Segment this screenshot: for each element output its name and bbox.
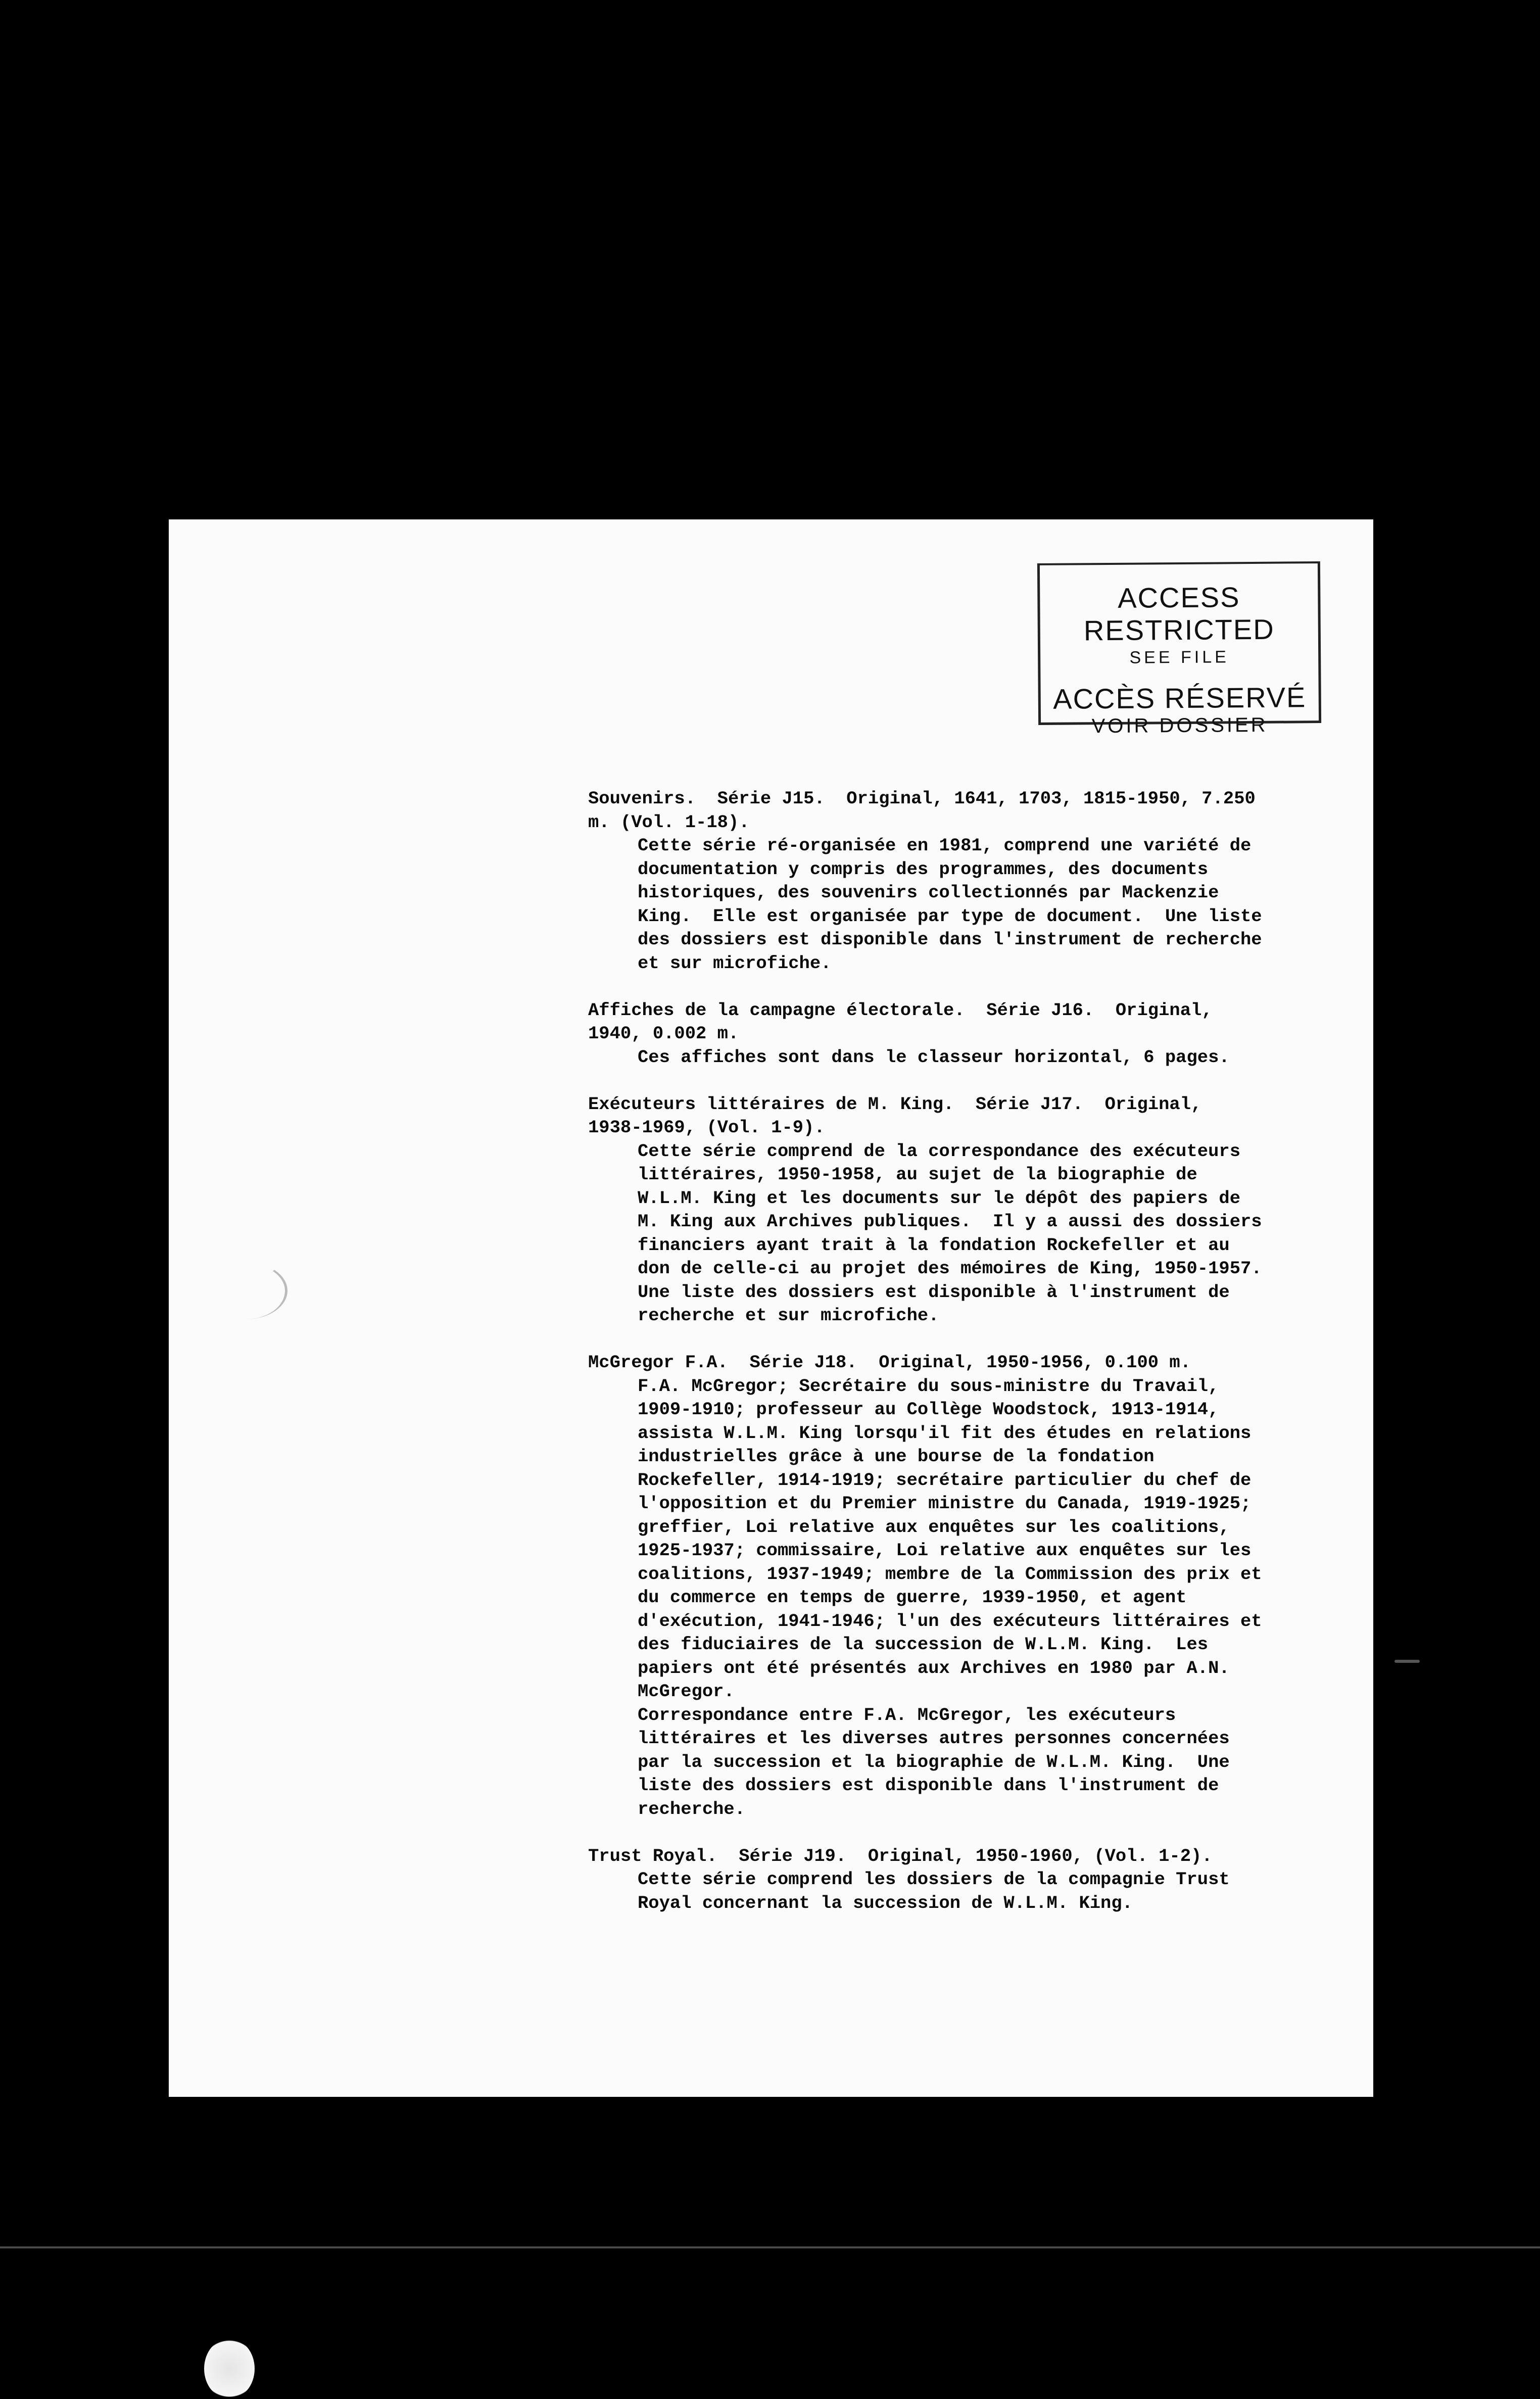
entry-heading-line: Souvenirs. Série J15. Original, 1641, 1703, 1815-1950, 7.250 xyxy=(588,788,1256,809)
series-entry xyxy=(588,1845,1376,1915)
entry-description-line: Cette série comprend de la correspondance des exécuteurs xyxy=(638,1140,1240,1162)
entry-description-line: et sur microfiche. xyxy=(638,952,832,974)
entry-description-line: assista W.L.M. King lorsqu'il fit des études en relations xyxy=(638,1422,1252,1444)
entry-description-line: greffier, Loi relative aux enquêtes sur les coalitions, xyxy=(638,1516,1230,1538)
stamp-line-2: SEE FILE xyxy=(1129,647,1229,667)
entry-description-line: McGregor. xyxy=(638,1681,735,1702)
entry-description-line: recherche. xyxy=(638,1798,746,1819)
entry-description-line: du commerce en temps de guerre, 1939-1950, et agent xyxy=(638,1587,1187,1608)
entry-description-line: financiers ayant trait à la fondation Rockefeller et au xyxy=(638,1234,1230,1256)
document-page xyxy=(169,519,1373,2097)
entry-description-line: littéraires, 1950-1958, au sujet de la biographie de xyxy=(638,1164,1197,1185)
entry-heading-line: Exécuteurs littéraires de M. King. Série J17. Original, xyxy=(588,1093,1202,1115)
entry-heading-line: Affiches de la campagne électorale. Série J16. Original, xyxy=(588,999,1213,1021)
entry-description-line: F.A. McGregor; Secrétaire du sous-ministre du Travail, xyxy=(638,1375,1219,1397)
entry-description-line: Cette série comprend les dossiers de la compagnie Trust xyxy=(638,1869,1230,1890)
stamp-line-3: ACCÈS RÉSERVÉ xyxy=(1052,681,1307,715)
entry-description-line: M. King aux Archives publiques. Il y a aussi des dossiers xyxy=(638,1211,1262,1232)
series-entry xyxy=(588,1351,1376,1821)
entry-description-line: des dossiers est disponible dans l'instrument de recherche xyxy=(638,929,1262,950)
entry-heading-line: 1940, 0.002 m. xyxy=(588,1023,739,1044)
entry-description-line: littéraires et les diverses autres personnes concernées xyxy=(638,1728,1230,1749)
series-entry xyxy=(588,999,1376,1070)
page-smudge xyxy=(204,2338,255,2399)
entry-description-line: des fiduciaires de la succession de W.L.M. King. Les xyxy=(638,1634,1209,1655)
access-restricted-stamp xyxy=(1037,561,1321,738)
entry-heading-line: McGregor F.A. Série J18. Original, 1950-1956, 0.100 m. xyxy=(588,1352,1191,1373)
entry-description-line: 1925-1937; commissaire, Loi relative aux enquêtes sur les xyxy=(638,1540,1252,1561)
entry-heading-line: Trust Royal. Série J19. Original, 1950-1960, (Vol. 1-2). xyxy=(588,1845,1213,1866)
stamp-line-4: VOIR DOSSIER xyxy=(1091,713,1268,738)
entry-description-line: documentation y compris des programmes, des documents xyxy=(638,858,1209,880)
entry-description-line: recherche et sur microfiche. xyxy=(638,1305,939,1326)
entry-description-line: Cette série ré-organisée en 1981, comprend une variété de xyxy=(638,835,1252,856)
entry-description-line: W.L.M. King et les documents sur le dépôt des papiers de xyxy=(638,1187,1240,1209)
entry-description-line: 1909-1910; professeur au Collège Woodstock, 1913-1914, xyxy=(638,1399,1219,1420)
series-list xyxy=(588,787,1376,1939)
stamp-line-1: ACCESS RESTRICTED xyxy=(1083,581,1275,647)
entry-description-line: industrielles grâce à une bourse de la fondation xyxy=(638,1446,1154,1467)
entry-description-line: don de celle-ci au projet des mémoires de King, 1950-1957. xyxy=(638,1258,1262,1279)
entry-description-line: par la succession et la biographie de W.L.M. King. Une xyxy=(638,1751,1230,1772)
entry-description-line: Une liste des dossiers est disponible à l'instrument de xyxy=(638,1281,1230,1303)
entry-description-line: l'opposition et du Premier ministre du Canada, 1919-1925; xyxy=(638,1493,1252,1514)
entry-description-line: Rockefeller, 1914-1919; secrétaire particulier du chef de xyxy=(638,1469,1252,1491)
entry-heading-line: m. (Vol. 1-18). xyxy=(588,811,750,833)
series-entry xyxy=(588,787,1376,975)
entry-description-line: Ces affiches sont dans le classeur horizontal, 6 pages. xyxy=(638,1046,1230,1068)
entry-description-line: Correspondance entre F.A. McGregor, les exécuteurs xyxy=(638,1704,1176,1725)
page-smudge xyxy=(204,1262,287,1319)
series-entry xyxy=(588,1093,1376,1328)
entry-description-line: d'exécution, 1941-1946; l'un des exécuteurs littéraires et xyxy=(638,1610,1262,1632)
entry-description-line: coalitions, 1937-1949; membre de la Commission des prix et xyxy=(638,1563,1262,1585)
scan-speck xyxy=(1394,1660,1420,1663)
entry-description-line: historiques, des souvenirs collectionnés par Mackenzie xyxy=(638,882,1219,903)
scan-edge-line xyxy=(0,2246,1540,2248)
entry-description-line: liste des dossiers est disponible dans l'instrument de xyxy=(638,1775,1219,1796)
entry-heading-line: 1938-1969, (Vol. 1-9). xyxy=(588,1117,825,1138)
entry-description-line: Royal concernant la succession de W.L.M. King. xyxy=(638,1892,1133,1913)
entry-description-line: King. Elle est organisée par type de document. Une liste xyxy=(638,905,1262,927)
entry-description-line: papiers ont été présentés aux Archives en 1980 par A.N. xyxy=(638,1657,1230,1678)
